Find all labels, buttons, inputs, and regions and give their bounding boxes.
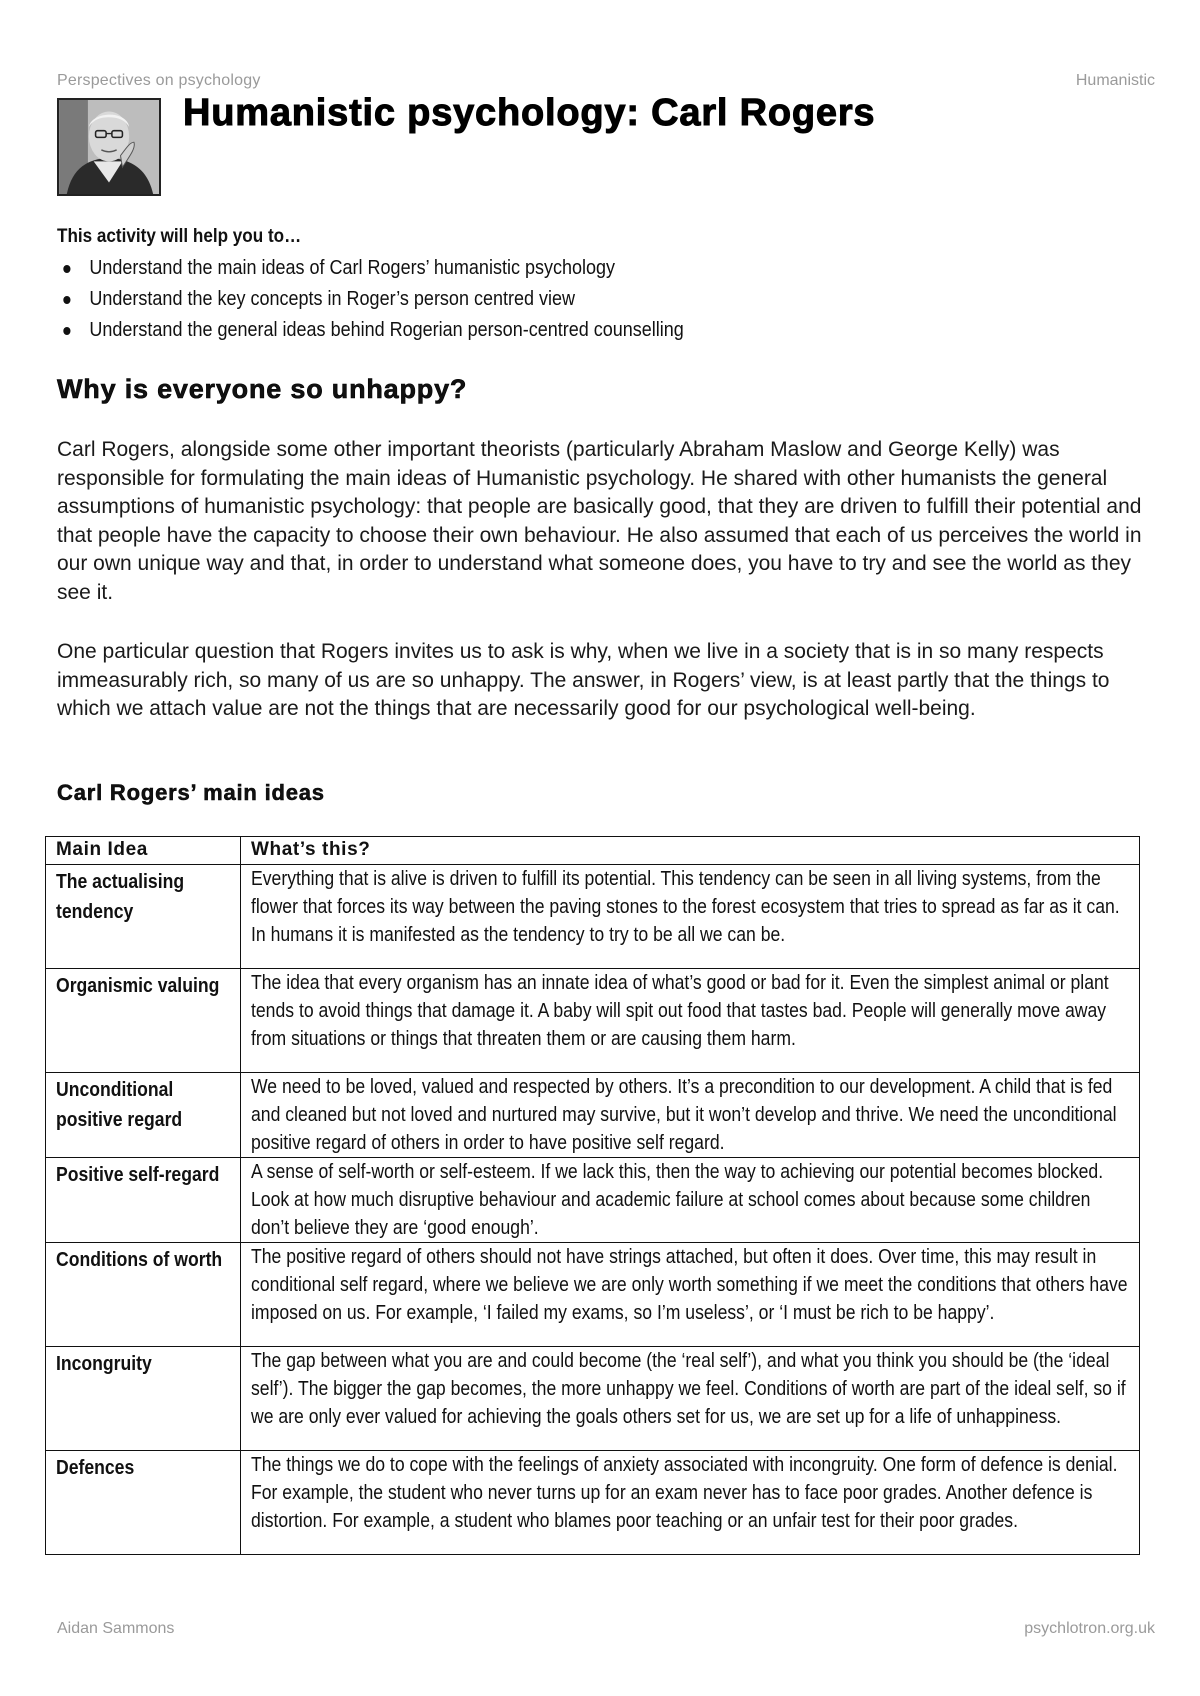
- aims-list: [57, 253, 1157, 346]
- idea-description: Everything that is alive is driven to fulfill its potential. This tendency can be seen in all living systems, from the flower that forces its way between the paving stones to the forest ecosystem that tries to spread as far as it can. In humans it is manifested as the tendency to try to be all we can be.: [241, 865, 1140, 969]
- column-header-main-idea: Main Idea: [46, 837, 241, 865]
- idea-term: Organismic valuing: [46, 969, 241, 1073]
- bullet-icon: [63, 296, 70, 304]
- aims-list-item: Understand the main ideas of Carl Rogers’ humanistic psychology: [57, 253, 1047, 284]
- table-header-row: [46, 837, 1140, 865]
- carl-rogers-portrait: [57, 98, 161, 196]
- section-heading-unhappy: Why is everyone so unhappy?: [57, 374, 468, 404]
- idea-description: The gap between what you are and could become (the ‘real self’), and what you think you should be (the ‘ideal self’). The bigger the gap becomes, the more unhappy we feel. Conditions of worth are part of the ideal self, so if we are only ever valued for achieving the goals others set for us, we are set up for a life of unhappiness.: [241, 1347, 1140, 1451]
- idea-term: Unconditional positive regard: [46, 1073, 241, 1158]
- idea-description: The idea that every organism has an innate idea of what’s good or bad for it. Even the simplest animal or plant tends to avoid things that damage it. A baby will spit out food that tastes bad. People will generally move away from situations or things that threaten them or are causing them harm.: [241, 969, 1140, 1073]
- page-title: Humanistic psychology: Carl Rogers: [183, 92, 876, 134]
- header-topic: Humanistic: [1075, 72, 1155, 89]
- idea-description: The positive regard of others should not have strings attached, but often it does. Over time, this may result in conditional self regard, where we believe we are only worth something if we meet the conditions that others have imposed on us. For example, ‘I failed my exams, so I’m useless’, or ‘I must be rich to be happy’.: [241, 1243, 1140, 1347]
- bullet-icon: [63, 327, 70, 335]
- table-row: [46, 1451, 1140, 1555]
- aims-heading: This activity will help you to…: [57, 226, 302, 247]
- idea-description: A sense of self-worth or self-esteem. If we lack this, then the way to achieving our potential becomes blocked. Look at how much disruptive behaviour and academic failure at school comes about because some children don’t believe they are ‘good enough’.: [241, 1158, 1140, 1243]
- column-header-whats-this: What’s this?: [241, 837, 1140, 865]
- bullet-icon: [63, 265, 70, 273]
- table-row: [46, 1073, 1140, 1158]
- idea-term: The actualising tendency: [46, 865, 241, 969]
- idea-description: The things we do to cope with the feelings of anxiety associated with incongruity. One form of defence is denial. For example, the student who never turns up for an exam never has to face poor grades. Another defence is distortion. For example, a student who blames poor teaching or an unfair test for their poor grades.: [241, 1451, 1140, 1555]
- aims-list-item: Understand the key concepts in Roger’s person centred view: [57, 284, 1047, 315]
- table-row: [46, 969, 1140, 1073]
- table-row: [46, 1347, 1140, 1451]
- footer-author: Aidan Sammons: [57, 1620, 175, 1637]
- aims-list-item: Understand the general ideas behind Rogerian person-centred counselling: [57, 315, 1047, 346]
- idea-term: Defences: [46, 1451, 241, 1555]
- idea-description: We need to be loved, valued and respected by others. It’s a precondition to our development. A child that is fed and cleaned but not loved and nurtured may survive, but it won’t develop and thrive. We need the unconditional positive regard of others in order to have positive self regard.: [241, 1073, 1140, 1158]
- idea-term: Conditions of worth: [46, 1243, 241, 1347]
- idea-term: Incongruity: [46, 1347, 241, 1451]
- table-row: [46, 1243, 1140, 1347]
- header-subject: Perspectives on psychology: [57, 72, 261, 89]
- idea-term: Positive self-regard: [46, 1158, 241, 1243]
- footer-website: psychlotron.org.uk: [1024, 1620, 1155, 1637]
- table-row: [46, 1158, 1140, 1243]
- main-ideas-table: [45, 836, 1140, 1555]
- table-row: [46, 865, 1140, 969]
- section-heading-main-ideas: Carl Rogers’ main ideas: [57, 780, 325, 805]
- learning-aims: [57, 226, 1157, 346]
- intro-paragraph: Carl Rogers, alongside some other important theorists (particularly Abraham Maslow and George Kelly) was responsible for formulating the main ideas of Humanistic psychology. He shared with other humanists the general assumptions of humanistic psychology: that people are basically good, that they are driven to fulfill their potential and that people have the capacity to choose their own behaviour. He also assumed that each of us perceives the world in our own unique way and that, in order to understand what someone does, you have to try and see the world as they see it.: [57, 438, 1142, 604]
- question-paragraph: One particular question that Rogers invites us to ask is why, when we live in a society that is in so many respects immeasurably rich, so many of us are so unhappy. The answer, in Rogers’ view, is at least partly that the things to which we attach value are not the things that are necessarily good for our psychological well-being.: [57, 640, 1110, 721]
